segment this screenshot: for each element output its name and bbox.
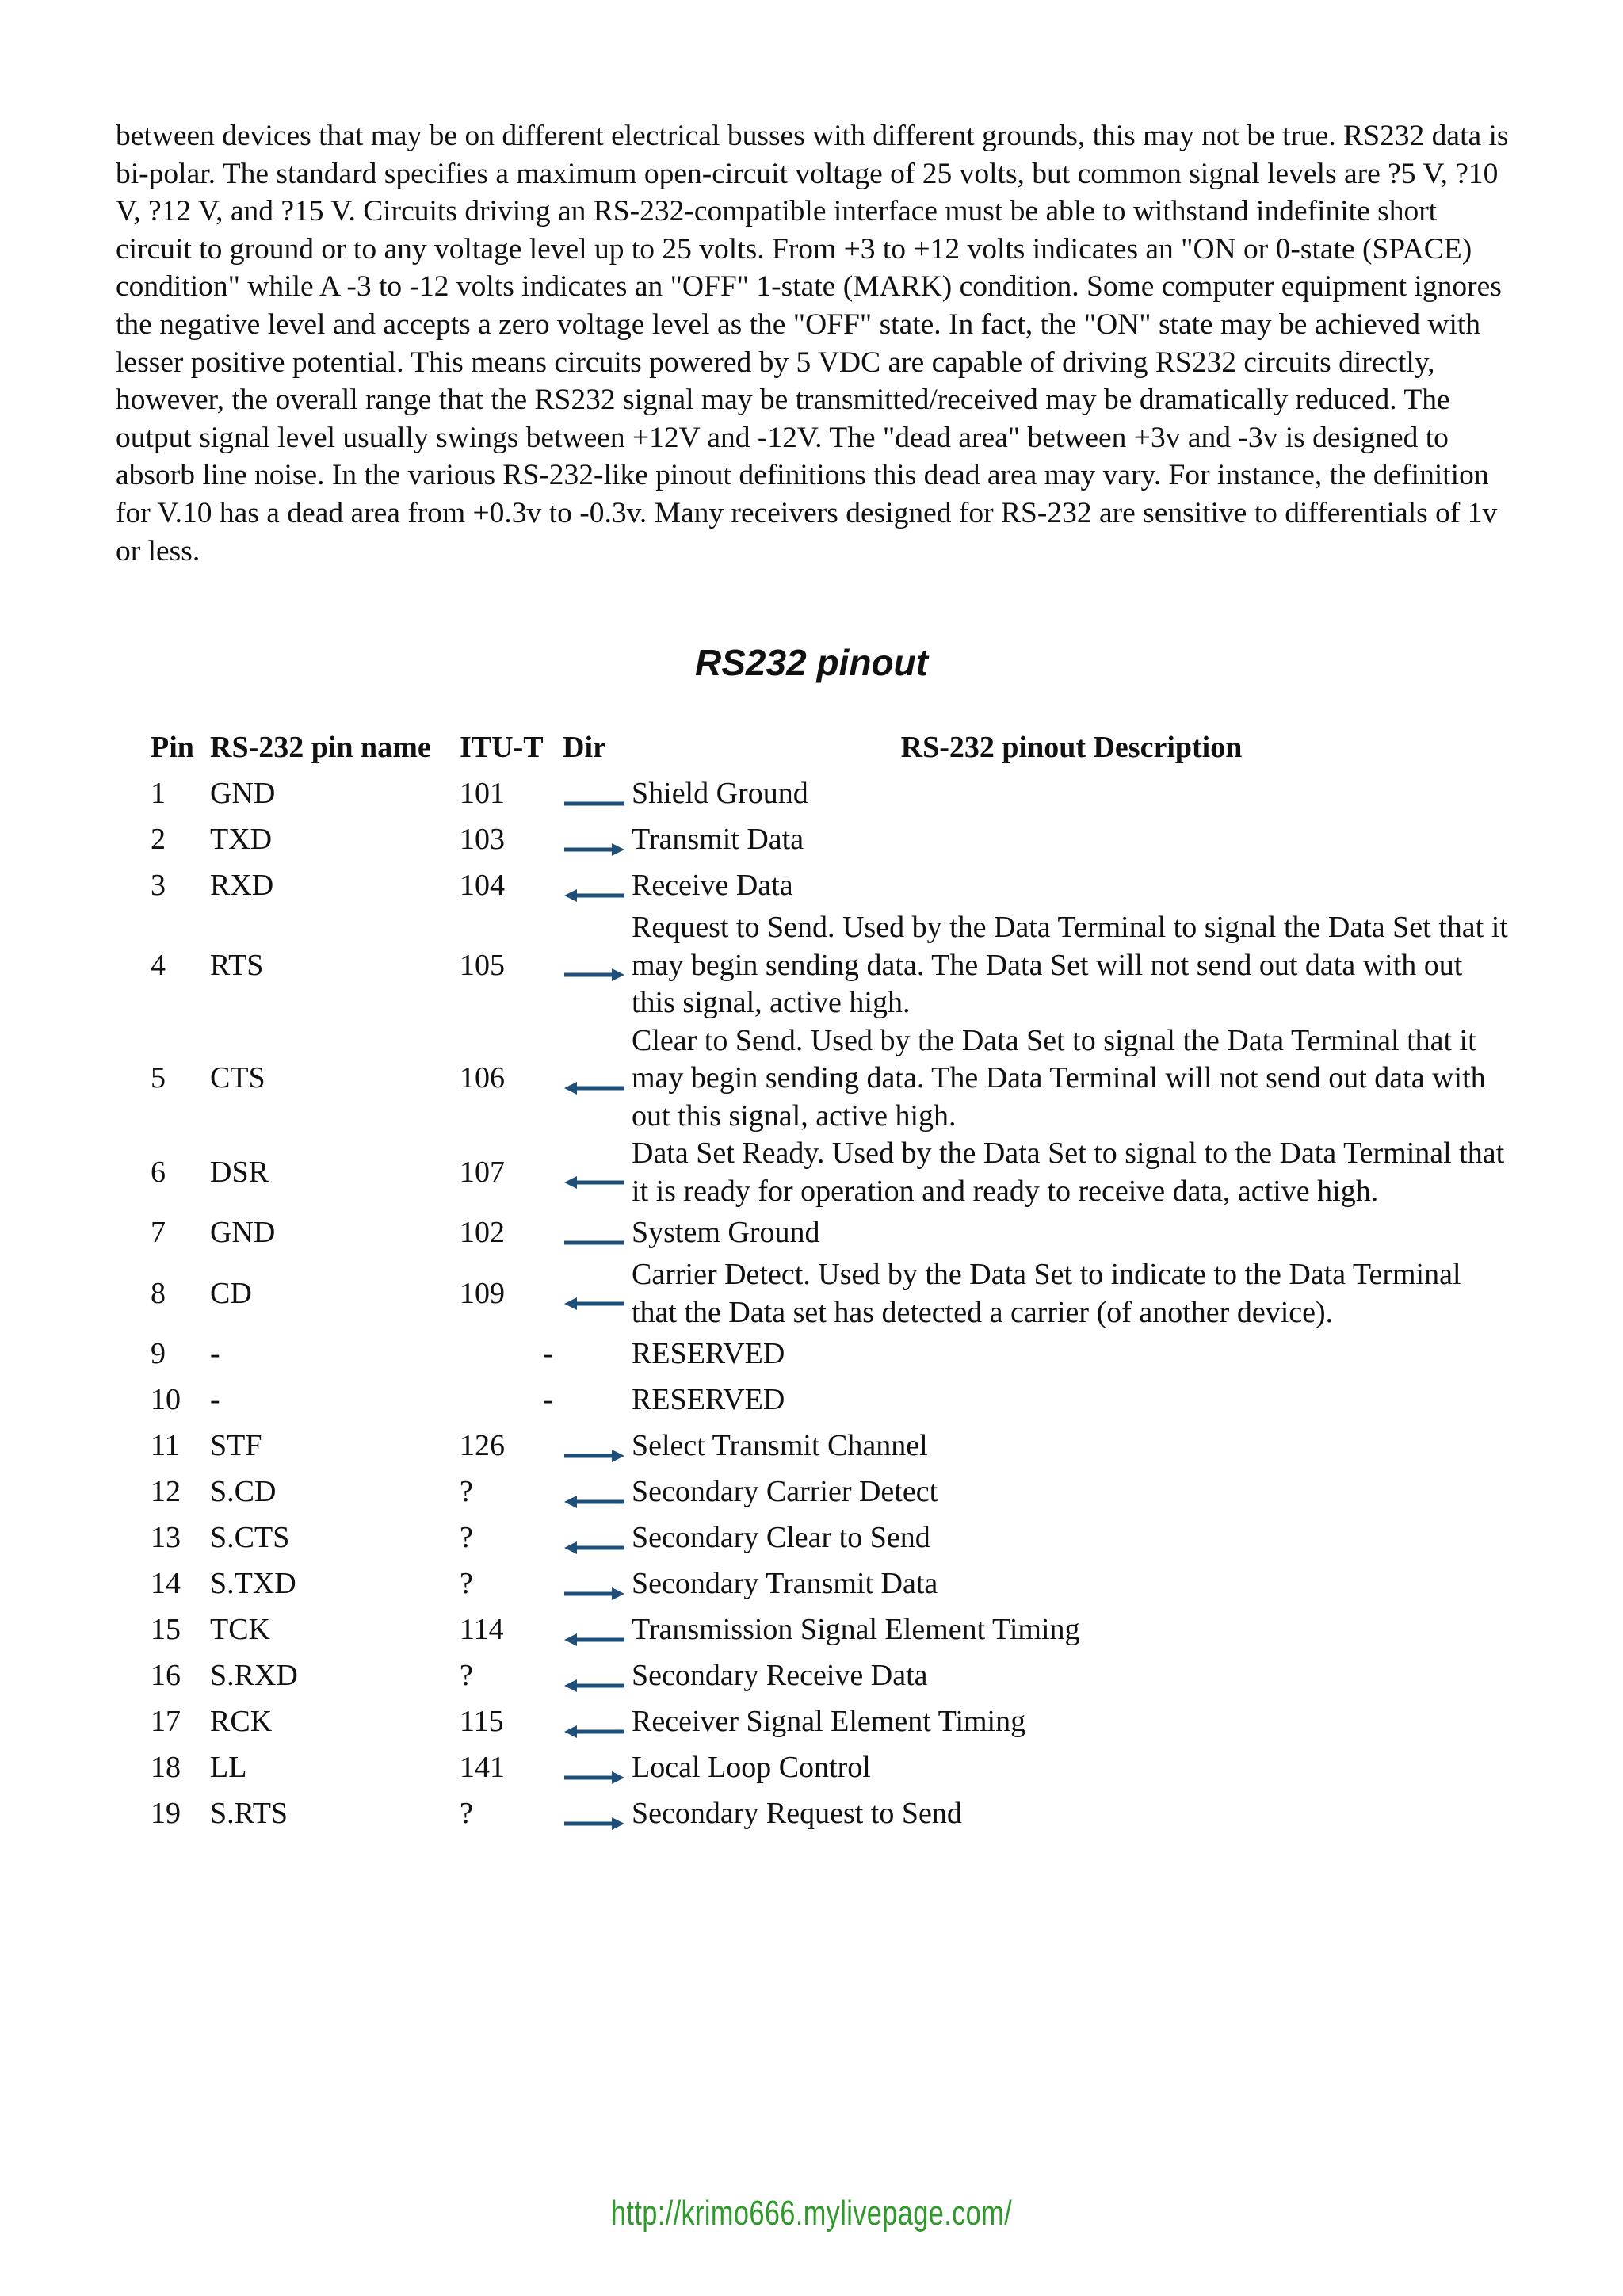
arrow-left-icon bbox=[563, 1485, 626, 1509]
direction-cell bbox=[563, 771, 632, 817]
table-row bbox=[151, 1331, 1511, 1377]
pin-number: 7 bbox=[151, 1216, 166, 1250]
pin-description: Clear to Send. Used by the Data Set to signal the Data Terminal that it may begin sending data. The Data Terminal will not send out data with out this signal, active high. bbox=[632, 1023, 1486, 1133]
itu-t-code: ? bbox=[460, 1659, 473, 1693]
direction-cell bbox=[563, 1653, 632, 1699]
table-row bbox=[151, 1745, 1511, 1791]
arrow-right-icon bbox=[563, 1761, 626, 1785]
arrow-left-icon bbox=[563, 1287, 626, 1311]
pin-name: CTS bbox=[210, 1061, 265, 1095]
pin-description: Secondary Receive Data bbox=[632, 1659, 928, 1693]
table-row bbox=[151, 1377, 1511, 1423]
pin-name: S.CD bbox=[210, 1475, 277, 1509]
direction-cell bbox=[563, 1469, 632, 1515]
itu-t-code: ? bbox=[460, 1475, 473, 1509]
direction-cell bbox=[563, 1210, 632, 1256]
pin-number: 10 bbox=[151, 1383, 181, 1417]
table-row bbox=[151, 1210, 1511, 1256]
header-pin: Pin bbox=[151, 731, 194, 765]
table-row bbox=[151, 909, 1511, 1022]
itu-t-code: 102 bbox=[460, 1216, 505, 1250]
direction-cell bbox=[563, 1515, 632, 1561]
pin-description: Secondary Clear to Send bbox=[632, 1521, 930, 1555]
direction-cell bbox=[563, 1561, 632, 1607]
direction-cell bbox=[563, 1745, 632, 1791]
line-icon bbox=[563, 787, 626, 811]
pin-name: RCK bbox=[210, 1705, 273, 1739]
footer-url: http://krimo666.mylivepage.com/ bbox=[610, 2194, 1013, 2233]
arrow-left-icon bbox=[563, 1669, 626, 1693]
arrow-right-icon bbox=[563, 1577, 626, 1601]
pin-description: Data Set Ready. Used by the Data Set to signal to the Data Terminal that it is ready for operation and ready to receive data, active high. bbox=[632, 1137, 1505, 1208]
table-row bbox=[151, 863, 1511, 909]
pin-description: Secondary Carrier Detect bbox=[632, 1475, 938, 1509]
pin-name: TXD bbox=[210, 823, 273, 857]
table-row bbox=[151, 1791, 1511, 1837]
direction-cell bbox=[563, 863, 632, 909]
direction-cell bbox=[563, 1423, 632, 1469]
table-row bbox=[151, 1469, 1511, 1515]
pin-number: 13 bbox=[151, 1521, 181, 1555]
itu-t-code: 106 bbox=[460, 1061, 505, 1095]
arrow-right-icon bbox=[563, 833, 626, 857]
pinout-table bbox=[151, 725, 1511, 1837]
pin-name: STF bbox=[210, 1429, 262, 1463]
pin-description: Shield Ground bbox=[632, 777, 808, 811]
direction-cell bbox=[563, 1256, 632, 1331]
header-description: RS-232 pinout Description bbox=[900, 731, 1243, 765]
pin-number: 17 bbox=[151, 1705, 181, 1739]
pin-description: RESERVED bbox=[632, 1337, 785, 1371]
itu-t-code: ? bbox=[460, 1797, 473, 1831]
pin-number: 16 bbox=[151, 1659, 181, 1693]
arrow-right-icon bbox=[563, 1439, 626, 1463]
pin-number: 5 bbox=[151, 1061, 166, 1095]
direction-cell bbox=[563, 1791, 632, 1837]
itu-t-code: 104 bbox=[460, 869, 505, 903]
arrow-left-icon bbox=[563, 1166, 626, 1190]
table-row bbox=[151, 1699, 1511, 1745]
pinout-table-body bbox=[151, 771, 1511, 1837]
arrow-left-icon bbox=[563, 879, 626, 903]
pin-name: GND bbox=[210, 1216, 276, 1250]
pin-number: 6 bbox=[151, 1155, 166, 1189]
pin-name: S.CTS bbox=[210, 1521, 290, 1555]
pin-description: System Ground bbox=[632, 1216, 820, 1250]
pin-description: Receive Data bbox=[632, 869, 793, 903]
pin-number: 8 bbox=[151, 1276, 166, 1310]
pin-description: Secondary Request to Send bbox=[632, 1797, 962, 1831]
table-row bbox=[151, 1423, 1511, 1469]
pin-number: 18 bbox=[151, 1751, 181, 1785]
itu-t-code: 114 bbox=[460, 1613, 504, 1647]
header-pin-name: RS-232 pin name bbox=[210, 731, 431, 765]
pin-name: - bbox=[210, 1383, 220, 1417]
arrow-right-icon bbox=[563, 958, 626, 982]
pin-number: 2 bbox=[151, 823, 166, 857]
pin-name: CD bbox=[210, 1276, 252, 1310]
direction-empty bbox=[563, 1377, 632, 1423]
table-header-row bbox=[151, 725, 1511, 771]
pin-number: 19 bbox=[151, 1797, 181, 1831]
pin-description: Request to Send. Used by the Data Terminal to signal the Data Set that it may begin sending data. The Data Set will not send out data with out this signal, active high. bbox=[632, 911, 1508, 1019]
pin-name: LL bbox=[210, 1751, 247, 1785]
section-title: RS232 pinout bbox=[695, 642, 928, 683]
pin-name: TCK bbox=[210, 1613, 270, 1647]
pin-description: Receiver Signal Element Timing bbox=[632, 1705, 1026, 1739]
itu-t-code: 141 bbox=[460, 1751, 505, 1785]
table-row bbox=[151, 817, 1511, 863]
pin-number: 9 bbox=[151, 1337, 166, 1371]
pin-name: DSR bbox=[210, 1155, 269, 1189]
table-row bbox=[151, 1135, 1511, 1210]
table-row bbox=[151, 1256, 1511, 1331]
table-row bbox=[151, 1515, 1511, 1561]
pin-number: 11 bbox=[151, 1429, 180, 1463]
pin-name: RXD bbox=[210, 869, 274, 903]
itu-t-code: 126 bbox=[460, 1429, 505, 1463]
arrow-left-icon bbox=[563, 1623, 626, 1647]
itu-t-code: 105 bbox=[460, 948, 505, 982]
pin-description: Select Transmit Channel bbox=[632, 1429, 928, 1463]
table-row bbox=[151, 1653, 1511, 1699]
direction-empty bbox=[563, 1331, 632, 1377]
pin-number: 15 bbox=[151, 1613, 181, 1647]
pin-number: 14 bbox=[151, 1567, 181, 1601]
intro-paragraph: between devices that may be on different electrical busses with different grounds, this may not be true. RS232 data is bi-polar. The standard specifies a maximum open-circuit voltage of 25 volts, but common signal levels are ?5 V, ?10 V, ?12 V, and ?15 V. Circuits driving an RS-232-compatible interface must be able to withstand indefinite short circuit to ground or to any voltage level up to 25 volts. From +3 to +12 volts indicates an "ON or 0-state (SPACE) condition" while A -3 to -12 volts indicates an "OFF" 1-state (MARK) condition. Some computer equipment ignores the negative level and accepts a zero voltage level as the "OFF" state. In fact, the "ON" state may be achieved with lesser positive potential. This means circuits powered by 5 VDC are capable of driving RS232 circuits directly, however, the overall range that the RS232 signal may be transmitted/received may be dramatically reduced. The output signal level usually swings between +12V and -12V. The "dead area" between +3v and -3v is designed to absorb line noise. In the various RS-232-like pinout definitions this dead area may vary. For instance, the definition for V.10 has a dead area from +0.3v to -0.3v. Many receivers designed for RS-232 are sensitive to differentials of 1v or less. bbox=[116, 120, 1509, 567]
arrow-left-icon bbox=[563, 1531, 626, 1555]
pin-name: - bbox=[210, 1337, 220, 1371]
pin-name: S.RXD bbox=[210, 1659, 298, 1693]
pin-description: Secondary Transmit Data bbox=[632, 1567, 938, 1601]
pin-number: 3 bbox=[151, 869, 166, 903]
pin-number: 1 bbox=[151, 777, 166, 811]
table-row bbox=[151, 771, 1511, 817]
direction-cell bbox=[563, 1022, 632, 1136]
header-itu-t: ITU-T bbox=[460, 731, 544, 765]
pin-description: Local Loop Control bbox=[632, 1751, 871, 1785]
pin-description: Transmit Data bbox=[632, 823, 804, 857]
pin-name: S.RTS bbox=[210, 1797, 288, 1831]
pin-name: S.TXD bbox=[210, 1567, 296, 1601]
itu-t-code: 101 bbox=[460, 777, 505, 811]
direction-cell bbox=[563, 1607, 632, 1653]
pin-description: Transmission Signal Element Timing bbox=[632, 1613, 1080, 1647]
table-row bbox=[151, 1561, 1511, 1607]
table-row bbox=[151, 1022, 1511, 1136]
header-dir: Dir bbox=[563, 731, 606, 765]
direction-cell bbox=[563, 1135, 632, 1210]
pin-description: RESERVED bbox=[632, 1383, 785, 1417]
pin-number: 12 bbox=[151, 1475, 181, 1509]
pin-description: Carrier Detect. Used by the Data Set to indicate to the Data Terminal that the Data set has detected a carrier (of another device). bbox=[632, 1258, 1461, 1329]
itu-t-code: - bbox=[543, 1337, 553, 1371]
arrow-right-icon bbox=[563, 1807, 626, 1831]
itu-t-code: 115 bbox=[460, 1705, 504, 1739]
itu-t-code: - bbox=[543, 1383, 553, 1417]
itu-t-code: 109 bbox=[460, 1276, 505, 1310]
direction-cell bbox=[563, 1699, 632, 1745]
direction-cell bbox=[563, 817, 632, 863]
pin-name: GND bbox=[210, 777, 276, 811]
itu-t-code: 103 bbox=[460, 823, 505, 857]
pin-name: RTS bbox=[210, 948, 264, 982]
table-row bbox=[151, 1607, 1511, 1653]
line-icon bbox=[563, 1226, 626, 1250]
itu-t-code: ? bbox=[460, 1567, 473, 1601]
itu-t-code: ? bbox=[460, 1521, 473, 1555]
pin-number: 4 bbox=[151, 948, 166, 982]
itu-t-code: 107 bbox=[460, 1155, 505, 1189]
arrow-left-icon bbox=[563, 1072, 626, 1095]
direction-cell bbox=[563, 909, 632, 1022]
arrow-left-icon bbox=[563, 1715, 626, 1739]
